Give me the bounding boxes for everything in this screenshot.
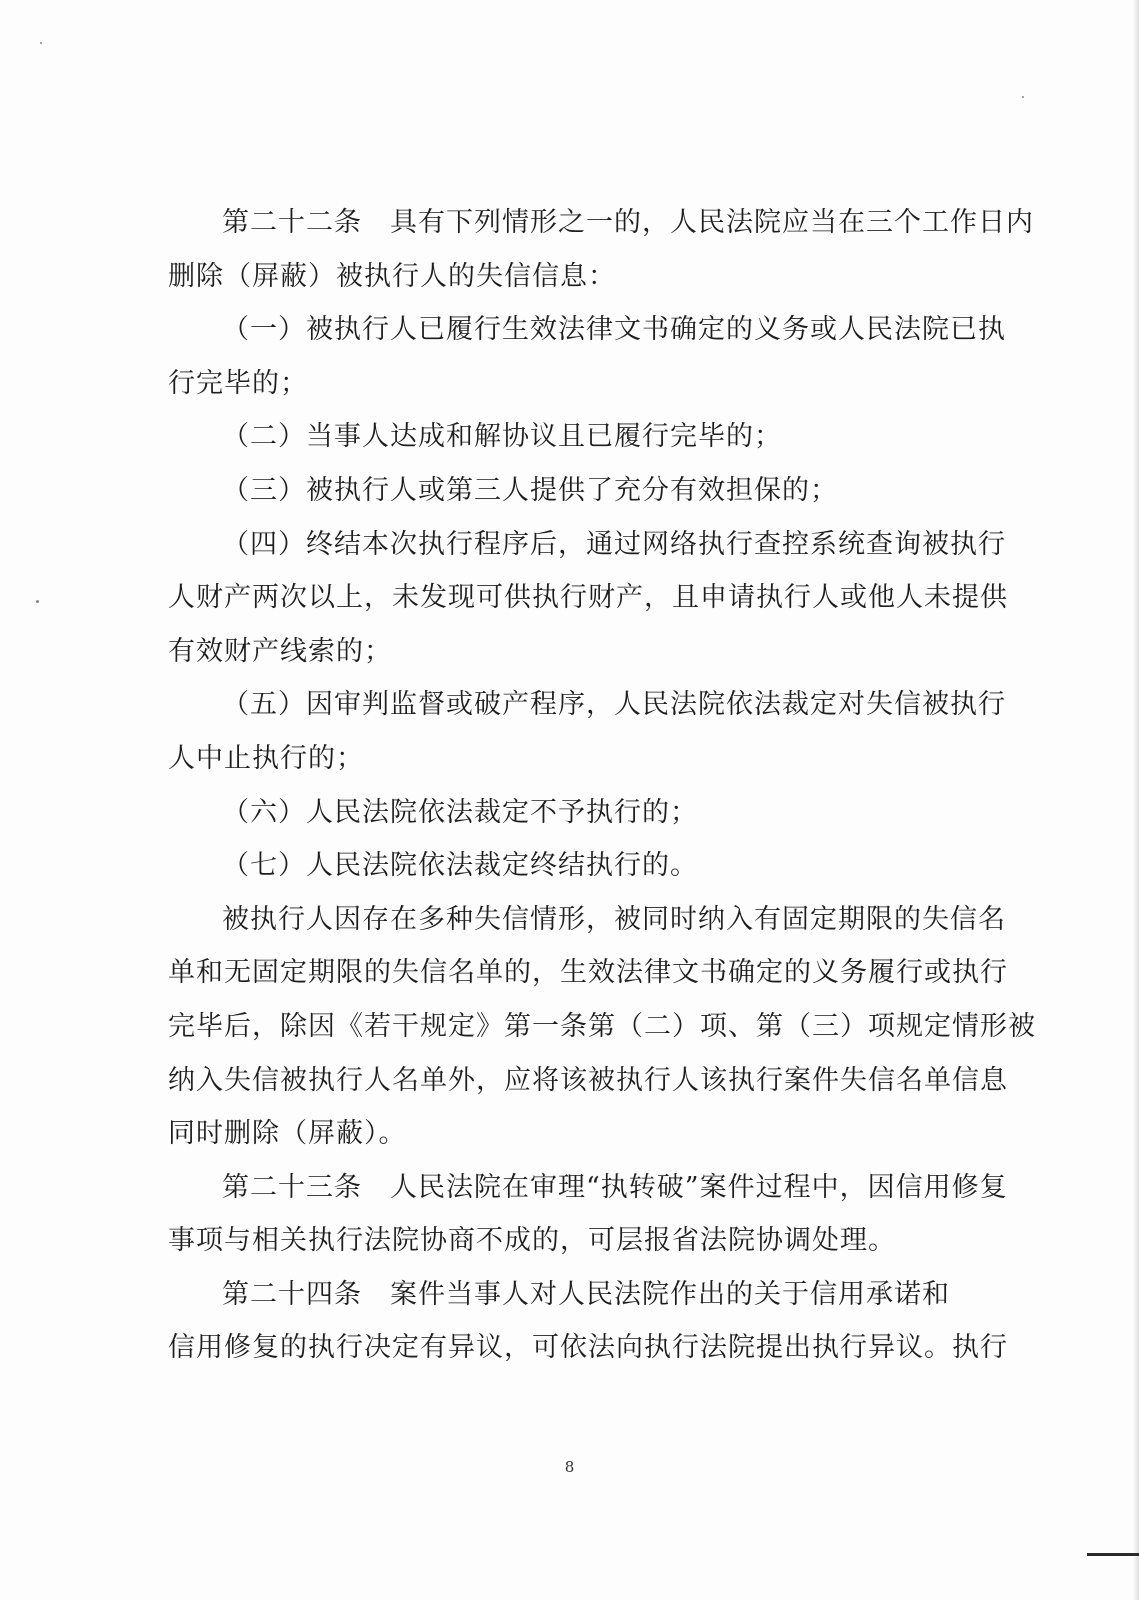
body-text: [168, 196, 1036, 1375]
text-line: 人财产两次以上，未发现可供执行财产，且申请执行人或他人未提供: [168, 582, 1008, 614]
text-line: 行完毕的；: [168, 367, 308, 399]
text-line: （一）被执行人已履行生效法律文书确定的义务或人民法院已执: [222, 314, 1006, 346]
scan-speck: [1022, 96, 1024, 98]
text-line: 单和无固定期限的失信名单的，生效法律文书确定的义务履行或执行: [168, 957, 1008, 989]
text-line: 事项与相关执行法院协商不成的，可层报省法院协调处理。: [168, 1225, 896, 1257]
page-number: 8: [564, 1458, 575, 1476]
text-line: 第二十四条 案件当事人对人民法院作出的关于信用承诺和: [222, 1278, 950, 1310]
text-line: 同时删除（屏蔽）。: [168, 1118, 407, 1150]
text-line: 人中止执行的；: [168, 742, 364, 774]
scan-speck: [40, 42, 42, 44]
text-line: 有效财产线索的；: [168, 635, 392, 667]
text-line: 纳入失信被执行人名单外，应将该被执行人该执行案件失信名单信息: [168, 1064, 1008, 1096]
text-line: 删除（屏蔽）被执行人的失信信息：: [168, 260, 616, 292]
text-line: 完毕后，除因《若干规定》第一条第（二）项、第（三）项规定情形被: [168, 1010, 1036, 1042]
text-line: （三）被执行人或第三人提供了充分有效担保的；: [222, 474, 838, 506]
text-line: 被执行人因存在多种失信情形，被同时纳入有固定期限的失信名: [222, 903, 1006, 935]
text-line: （五）因审判监督或破产程序，人民法院依法裁定对失信被执行: [222, 689, 1006, 721]
text-line: （六）人民法院依法裁定不予执行的；: [222, 796, 698, 828]
scan-edge-shadow: [1133, 0, 1139, 1600]
text-line: 第二十三条 人民法院在审理“执转破”案件过程中，因信用修复: [222, 1171, 1008, 1203]
text-line: 信用修复的执行决定有异议，可依法向执行法院提出执行异议。执行: [168, 1332, 1008, 1364]
text-line: 第二十二条 具有下列情形之一的，人民法院应当在三个工作日内: [222, 207, 1034, 238]
text-line: （二）当事人达成和解协议且已履行完毕的；: [222, 421, 782, 453]
text-line: （七）人民法院依法裁定终结执行的。: [222, 850, 698, 882]
scan-edge-mark: [1087, 1553, 1139, 1556]
text-line: （四）终结本次执行程序后，通过网络执行查控系统查询被执行: [222, 528, 1006, 560]
scan-speck: [36, 600, 39, 603]
